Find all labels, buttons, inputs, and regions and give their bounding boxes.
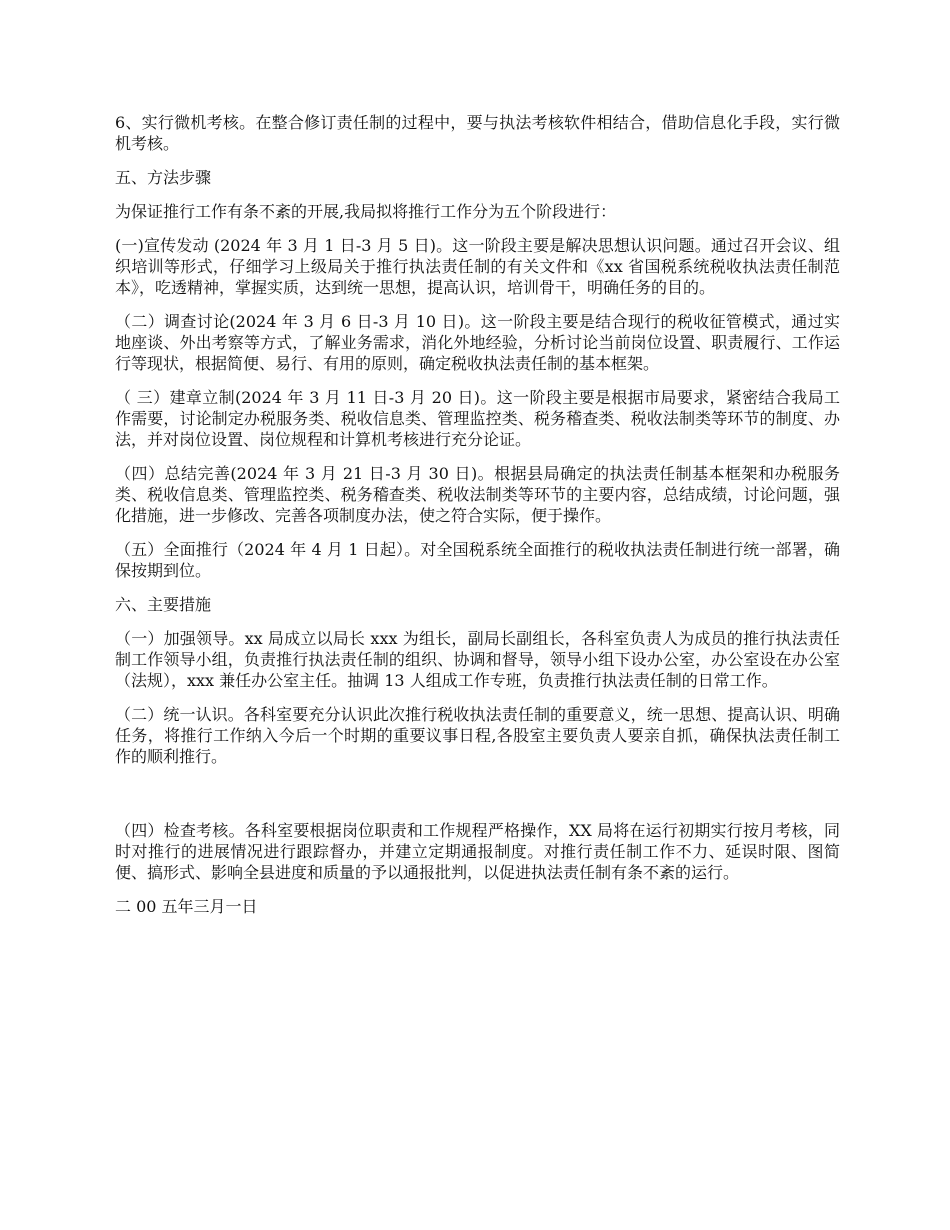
section-heading-main-measures: 六、主要措施 (115, 595, 212, 614)
paragraph-measure-1-leadership: （一）加强领导。xx 局成立以局长 xxx 为组长，副局长副组长，各科室负责人为成员的推行执法责任制工作领导小组，负责推行执法责任制的组织、协调和督导，领导小组下设办公室，办公室设在办公室（法规），xxx 兼任办公室主任。抽调 13 人组成工作专班，负责推行执法责任制的日常工作。 (115, 629, 840, 690)
section-heading-methods-steps: 五、方法步骤 (115, 168, 212, 187)
paragraph-measure-2-understanding: （二）统一认识。各科室要充分认识此次推行税收执法责任制的重要意义，统一思想、提高认识、明确任务，将推行工作纳入今后一个时期的重要议事日程,各股室主要负责人要亲自抓，确保执法责任制工作的顺利推行。 (115, 705, 840, 766)
paragraph-stage-3-regulations: （ 三）建章立制(2024 年 3 月 11 日-3 月 20 日)。这一阶段主要是根据市局要求，紧密结合我局工作需要，讨论制定办税服务类、税收信息类、管理监控类、税务稽查类、税收法制类等环节的制度、办法，并对岗位设置、岗位规程和计算机考核进行充分论证。 (115, 388, 840, 449)
paragraph-five-stages-intro: 为保证推行工作有条不紊的开展,我局拟将推行工作分为五个阶段进行： (115, 202, 617, 221)
blank-gap (115, 780, 840, 820)
paragraph-stage-5-full-rollout: （五）全面推行（2024 年 4 月 1 日起）。对全国税系统全面推行的税收执法责任制进行统一部署，确保按期到位。 (115, 540, 840, 580)
paragraph-item-6-microcomputer-assessment: 6、实行微机考核。在整合修订责任制的过程中，要与执法考核软件相结合，借助信息化手段，实行微机考核。 (115, 113, 840, 153)
paragraph-measure-4-inspection: （四）检查考核。各科室要根据岗位职责和工作规程严格操作，XX 局将在运行初期实行按月考核，同时对推行的进展情况进行跟踪督办，并建立定期通报制度。对推行责任制工作不力、延误时限、图简便、搞形式、影响全县进度和质量的予以通报批判，以促进执法责任制有条不紊的运行。 (115, 821, 840, 882)
paragraph-stage-2-investigation: （二）调查讨论(2024 年 3 月 6 日-3 月 10 日)。这一阶段主要是结合现行的税收征管模式，通过实地座谈、外出考察等方式，了解业务需求，消化外地经验，分析讨论当前岗位设置、职责履行、工作运行等现状，根据简便、易行、有用的原则，确定税收执法责任制的基本框架。 (115, 312, 840, 373)
document-date: 二 00 五年三月一日 (115, 897, 258, 916)
document-page (115, 112, 840, 930)
paragraph-stage-4-summary: （四）总结完善(2024 年 3 月 21 日-3 月 30 日)。根据县局确定的执法责任制基本框架和办税服务类、税收信息类、管理监控类、税务稽查类、税收法制类等环节的主要内容，总结成绩，讨论问题，强化措施，进一步修改、完善各项制度办法，使之符合实际，便于操作。 (115, 464, 840, 525)
paragraph-stage-1-publicity: (一)宣传发动 (2024 年 3 月 1 日-3 月 5 日)。这一阶段主要是解决思想认识问题。通过召开会议、组织培训等形式，仔细学习上级局关于推行执法责任制的有关文件和《xx 省国税系统税收执法责任制范本》，吃透精神，掌握实质，达到统一思想，提高认识，培训骨干，明确任务的目的。 (115, 236, 840, 297)
